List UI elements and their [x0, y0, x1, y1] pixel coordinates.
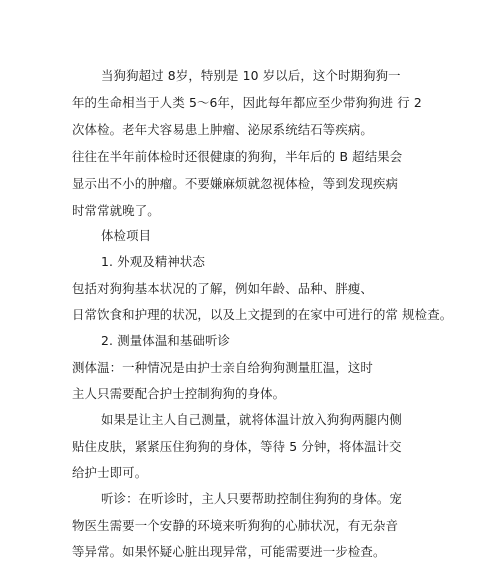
subsection-heading: 1. 外观及精神状态 [101, 254, 205, 269]
text-line: 日常饮食和护理的状况，以及上文提到的在家中可进行的常 规检查。 [72, 307, 453, 322]
subsection-heading: 2. 测量体温和基础听诊 [101, 333, 231, 348]
text-line: 次体检。老年犬容易患上肿瘤、泌尿系统结石等疾病。 [72, 122, 373, 137]
text-line: 年的生命相当于人类 5～6年，因此每年都应至少带狗狗进 行 2 [72, 95, 422, 110]
text-line: 等异常。如果怀疑心脏出现异常，可能需要进一步检查。 [72, 544, 386, 559]
text-line: 主人只需要配合护士控制狗狗的身体。 [72, 386, 286, 401]
text-line: 贴住皮肤，紧紧压住狗狗的身体，等待 5 分钟，将体温计交 [72, 439, 402, 454]
text-line: 听诊：在听诊时，主人只要帮助控制住狗狗的身体。宠 [101, 491, 402, 506]
text-line: 给护士即可。 [72, 465, 148, 480]
text-line: 当狗狗超过 8岁，特别是 10 岁以后，这个时期狗狗一 [101, 68, 401, 83]
text-line: 包括对狗狗基本状况的了解，例如年龄、品种、胖瘦、 [72, 281, 373, 296]
section-heading: 体检项目 [101, 228, 152, 243]
text-line: 时常常就晚了。 [72, 203, 160, 218]
text-line: 物医生需要一个安静的环境来听狗狗的心肺状况，有无杂音 [72, 518, 399, 533]
text-line: 如果是让主人自己测量，就将体温计放入狗狗两腿内侧 [101, 412, 402, 427]
text-line: 显示出不小的肿瘤。不要嫌麻烦就忽视体检，等到发现疾病 [72, 176, 399, 191]
text-line: 测体温：一种情况是由护士亲自给狗狗测量肛温，这时 [72, 360, 373, 375]
text-line: 往往在半年前体检时还很健康的狗狗，半年后的 B 超结果会 [72, 149, 403, 164]
